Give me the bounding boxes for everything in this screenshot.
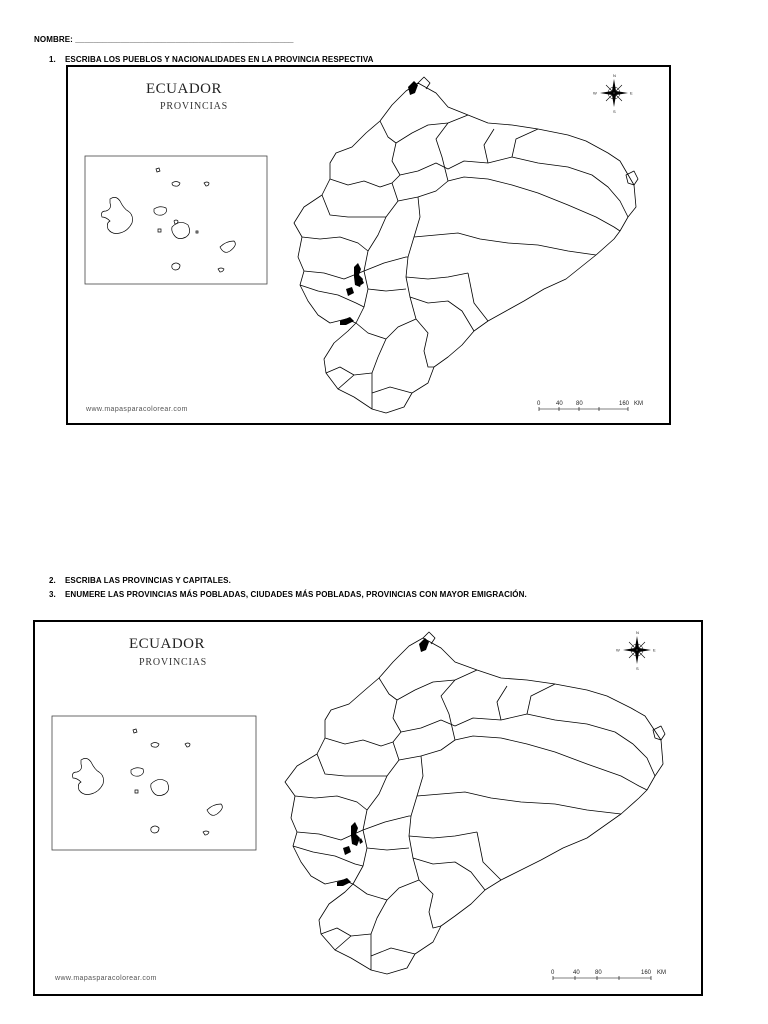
map-credit: www.mapasparacolorear.com <box>86 406 188 413</box>
guayas-estuary <box>337 638 429 886</box>
guayas-estuary <box>340 81 418 325</box>
mainland-provinces <box>294 77 638 413</box>
question-2 <box>49 576 231 585</box>
compass-n: N <box>613 73 616 78</box>
map-title: ECUADOR <box>146 81 223 97</box>
question-number: 1. <box>49 55 56 64</box>
name-field-label: NOMBRE: ________________________________________________ <box>34 35 294 44</box>
compass-w: W <box>593 90 597 96</box>
question-text: ESCRIBA LAS PROVINCIAS Y CAPITALES. <box>65 576 231 585</box>
ecuador-map-1 <box>66 65 671 425</box>
scale-bar <box>551 970 666 980</box>
compass-rose <box>593 73 633 114</box>
svg-text:80: 80 <box>576 401 583 407</box>
question-1 <box>49 55 374 64</box>
question-3 <box>49 590 527 599</box>
scale-bar <box>537 401 643 411</box>
question-text: ENUMERE LAS PROVINCIAS MÁS POBLADAS, CIUDADES MÁS POBLADAS, PROVINCIAS CON MAYOR EMIGRACIÓN. <box>65 590 527 599</box>
svg-text:KM: KM <box>657 970 666 976</box>
compass-e: E <box>653 647 656 653</box>
compass-n: N <box>636 630 639 635</box>
question-number: 2. <box>49 576 56 585</box>
galapagos-inset <box>85 156 267 284</box>
ecuador-map-2 <box>33 620 703 996</box>
question-text: ESCRIBA LOS PUEBLOS Y NACIONALIDADES EN LA PROVINCIA RESPECTIVA <box>65 55 374 64</box>
compass-w: W <box>616 647 620 653</box>
svg-text:160: 160 <box>641 970 652 976</box>
map-subtitle: PROVINCIAS <box>139 657 208 668</box>
compass-rose <box>616 630 656 671</box>
svg-text:40: 40 <box>573 970 580 976</box>
svg-text:0: 0 <box>551 970 555 976</box>
question-number: 3. <box>49 590 56 599</box>
map-title: ECUADOR <box>129 636 206 652</box>
map-subtitle: PROVINCIAS <box>160 101 229 112</box>
compass-s: S <box>636 666 639 671</box>
compass-s: S <box>613 109 616 114</box>
svg-text:KM: KM <box>634 401 643 407</box>
compass-e: E <box>630 90 633 96</box>
svg-text:0: 0 <box>537 401 541 407</box>
svg-text:160: 160 <box>619 401 630 407</box>
galapagos-inset <box>52 716 256 850</box>
mainland-provinces <box>285 632 665 974</box>
map-credit: www.mapasparacolorear.com <box>55 975 157 982</box>
svg-text:80: 80 <box>595 970 602 976</box>
svg-text:40: 40 <box>556 401 563 407</box>
